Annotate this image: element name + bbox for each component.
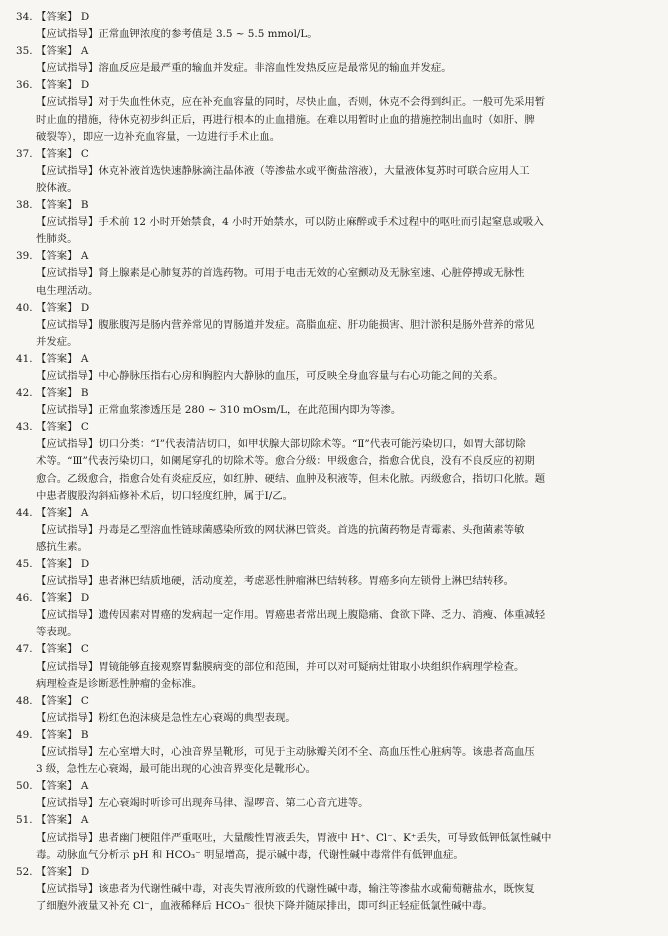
guide-label: 【应试指导】 bbox=[36, 609, 99, 622]
guide-label: 【应试指导】 bbox=[36, 746, 99, 759]
answer-entry bbox=[16, 419, 658, 504]
answer-line bbox=[16, 556, 658, 573]
guide-label: 【应试指导】 bbox=[36, 28, 99, 41]
answer-label: 【答案】 bbox=[36, 643, 78, 656]
answer-entry bbox=[16, 641, 658, 692]
guide-text: 该患者为代谢性碱中毒，对丧失胃液所致的代谢性碱中毒，输注等渗盐水或葡萄糖盐水，既恢复 bbox=[98, 882, 535, 895]
guide-label: 【应试指导】 bbox=[36, 404, 99, 417]
guide-text: 遗传因素对胃癌的发病起一定作用。胃癌患者常出现上腹隐痛、食欲下降、乏力、消瘦、体重减轻 bbox=[98, 609, 546, 622]
question-number: 48. bbox=[16, 694, 33, 707]
guide-text: 腹胀腹泻是肠内营养常见的胃肠道并发症。高脂血症、肝功能损害、胆汁淤积是肠外营养的常见 bbox=[98, 318, 535, 331]
guide-text: 休克补液首选快速静脉滴注晶体液（等渗盐水或平衡盐溶液），大量液体复苏时可联合应用人工 bbox=[98, 164, 530, 177]
guide-text-continued: 了细胞外液量又补充 Cl⁻，血液稀释后 HCO₃⁻ 很快下降并随尿排出，即可纠正轻症低氯性碱中毒。 bbox=[36, 899, 493, 912]
answer-entry bbox=[16, 556, 658, 590]
guide-line bbox=[16, 402, 658, 419]
answer-value: D bbox=[80, 558, 90, 570]
answer-value: D bbox=[80, 79, 90, 92]
answer-label: 【答案】 bbox=[36, 387, 78, 400]
guide-line bbox=[16, 607, 658, 624]
answer-value: C bbox=[80, 421, 89, 434]
question-number: 49. bbox=[16, 728, 33, 741]
answer-entry bbox=[16, 300, 658, 351]
guide-text: 肾上腺素是心肺复苏的首选药物。可用于电击无效的心室颤动及无脉室速、心脏停搏或无脉性 bbox=[98, 267, 525, 280]
answer-label: 【答案】 bbox=[36, 506, 78, 519]
answer-label: 【答案】 bbox=[36, 301, 78, 314]
answer-value: D bbox=[80, 301, 90, 314]
answer-value: C bbox=[80, 147, 89, 160]
answer-value: A bbox=[80, 506, 89, 519]
guide-line bbox=[16, 710, 658, 727]
guide-text: 对于失血性休克，应在补充血容量的同时，尽快止血，否则，休克不会得到纠正。一般可先采用暂 bbox=[98, 96, 546, 109]
guide-label: 【应试指导】 bbox=[36, 523, 99, 536]
answer-label: 【答案】 bbox=[36, 728, 78, 741]
question-number: 45. bbox=[16, 558, 33, 570]
guide-text: 胃镜能够直接观察胃黏膜病变的部位和范围，并可以对可疑病灶钳取小块组织作病理学检查。 bbox=[98, 660, 525, 673]
answer-value: A bbox=[80, 814, 89, 827]
answer-value: A bbox=[80, 45, 89, 58]
answer-line bbox=[16, 590, 658, 607]
answer-entry bbox=[16, 146, 658, 197]
guide-label: 【应试指导】 bbox=[36, 438, 99, 451]
answer-label: 【答案】 bbox=[36, 780, 78, 793]
answer-value: D bbox=[80, 11, 90, 23]
answer-line bbox=[16, 351, 658, 368]
guide-label: 【应试指导】 bbox=[36, 711, 99, 724]
answer-line bbox=[16, 778, 658, 795]
guide-label: 【应试指导】 bbox=[36, 882, 99, 895]
answer-line bbox=[16, 864, 658, 881]
guide-text: 粉红色泡沫痰是急性左心衰竭的典型表现。 bbox=[98, 711, 296, 724]
guide-label: 【应试指导】 bbox=[36, 62, 99, 75]
answer-value: A bbox=[80, 780, 89, 793]
guide-label: 【应试指导】 bbox=[36, 164, 99, 177]
guide-text-continued: 病理检查是诊断恶性肿瘤的金标准。 bbox=[36, 677, 203, 690]
answer-line bbox=[16, 248, 658, 265]
question-number: 36. bbox=[16, 79, 33, 92]
question-number: 38. bbox=[16, 199, 33, 212]
question-number: 35. bbox=[16, 45, 33, 58]
answer-label: 【答案】 bbox=[36, 592, 78, 605]
question-number: 51. bbox=[16, 814, 33, 827]
guide-text: 患者淋巴结质地硬，活动度差，考虑恶性肿瘤淋巴结转移。胃癌多向左锁骨上淋巴结转移。 bbox=[98, 575, 514, 588]
guide-text: 中心静脉压指右心房和胸腔内大静脉的血压，可反映全身血容量与右心功能之间的关系。 bbox=[98, 369, 504, 382]
answer-entry bbox=[16, 351, 658, 385]
answer-value: B bbox=[80, 199, 89, 212]
answer-entry bbox=[16, 693, 658, 727]
answer-value: C bbox=[80, 643, 89, 656]
answer-line bbox=[16, 727, 658, 744]
guide-text-continued: 术等。“Ⅲ”代表污染切口，如阑尾穿孔的切除术等。愈合分级：甲级愈合，指愈合优良，没有不良反应的初期 bbox=[36, 455, 535, 468]
question-number: 50. bbox=[16, 780, 33, 793]
guide-label: 【应试指导】 bbox=[36, 318, 99, 331]
answer-label: 【答案】 bbox=[36, 558, 78, 570]
guide-text: 正常血浆渗透压是 280 ~ 310 mOsm/L，在此范围内即为等渗。 bbox=[98, 404, 402, 417]
question-number: 39. bbox=[16, 250, 33, 263]
answer-line bbox=[16, 9, 658, 26]
answer-value: B bbox=[80, 387, 89, 400]
answer-line bbox=[16, 300, 658, 317]
guide-text-continued: 破裂等），即应一边补充血容量，一边进行手术止血。 bbox=[36, 130, 281, 143]
answer-entry bbox=[16, 77, 658, 145]
answer-value: D bbox=[80, 592, 90, 605]
guide-label: 【应试指导】 bbox=[36, 267, 99, 280]
answer-line bbox=[16, 812, 658, 829]
question-number: 34. bbox=[16, 11, 33, 23]
question-number: 40. bbox=[16, 301, 33, 314]
answer-line bbox=[16, 385, 658, 402]
answer-entry bbox=[16, 9, 658, 43]
answer-value: A bbox=[80, 352, 89, 365]
guide-text: 正常血钾浓度的参考值是 3.5 ~ 5.5 mmol/L。 bbox=[98, 28, 318, 41]
question-number: 44. bbox=[16, 506, 33, 519]
guide-text: 左心室增大时，心浊音界呈靴形，可见于主动脉瓣关闭不全、高血压性心脏病等。该患者高血压 bbox=[98, 746, 535, 759]
guide-text-continued: 时止血的措施，待休克初步纠正后，再进行根本的止血措施。在难以用暂时止血的措施控制出血时（如肝、脾 bbox=[36, 113, 535, 126]
guide-text: 切口分类：“Ⅰ”代表清洁切口，如甲状腺大部切除术等。“Ⅱ”代表可能污染切口，如胃大部切除 bbox=[98, 438, 526, 451]
answer-line bbox=[16, 419, 658, 436]
answer-label: 【答案】 bbox=[36, 421, 78, 434]
guide-label: 【应试指导】 bbox=[36, 797, 99, 810]
answer-line bbox=[16, 146, 658, 163]
guide-line bbox=[16, 881, 658, 898]
guide-line bbox=[16, 795, 658, 812]
guide-text: 左心衰竭时听诊可出现奔马律、湿啰音、第二心音亢进等。 bbox=[98, 797, 369, 810]
guide-line bbox=[16, 573, 658, 590]
guide-text: 手术前 12 小时开始禁食，4 小时开始禁水，可以防止麻醉或手术过程中的呕吐而引起窒息或吸入 bbox=[98, 216, 544, 229]
guide-line bbox=[16, 94, 658, 111]
answer-entry bbox=[16, 248, 658, 299]
answer-label: 【答案】 bbox=[36, 694, 78, 707]
guide-line bbox=[16, 214, 658, 231]
guide-text-continued: 电生理活动。 bbox=[36, 284, 99, 297]
question-number: 52. bbox=[16, 865, 33, 878]
guide-line bbox=[16, 659, 658, 676]
guide-text-continued: 胶体液。 bbox=[36, 181, 78, 194]
answer-value: A bbox=[80, 250, 89, 263]
answer-entry bbox=[16, 197, 658, 248]
guide-line bbox=[16, 60, 658, 77]
guide-text: 溶血反应是最严重的输血并发症。非溶血性发热反应是最常见的输血并发症。 bbox=[98, 62, 452, 75]
answer-label: 【答案】 bbox=[36, 250, 78, 263]
guide-line bbox=[16, 26, 658, 43]
guide-line bbox=[16, 265, 658, 282]
question-number: 41. bbox=[16, 352, 33, 365]
guide-line bbox=[16, 317, 658, 334]
answer-label: 【答案】 bbox=[36, 865, 78, 878]
answer-entry bbox=[16, 812, 658, 863]
question-number: 42. bbox=[16, 387, 33, 400]
guide-line bbox=[16, 744, 658, 761]
answer-label: 【答案】 bbox=[36, 45, 78, 58]
answer-line bbox=[16, 197, 658, 214]
answer-label: 【答案】 bbox=[36, 147, 78, 160]
answer-label: 【答案】 bbox=[36, 79, 78, 92]
guide-label: 【应试指导】 bbox=[36, 831, 99, 844]
answer-entry bbox=[16, 385, 658, 419]
question-number: 47. bbox=[16, 643, 33, 656]
guide-line bbox=[16, 522, 658, 539]
answer-line bbox=[16, 43, 658, 60]
answer-entry bbox=[16, 43, 658, 77]
answer-line bbox=[16, 641, 658, 658]
guide-text-continued: 性肺炎。 bbox=[36, 233, 78, 246]
question-number: 43. bbox=[16, 421, 33, 434]
guide-text-continued: 3 级，急性左心衰竭，最可能出现的心浊音界变化是靴形心。 bbox=[36, 763, 317, 776]
guide-text: 患者幽门梗阻伴严重呕吐，大量酸性胃液丢失，胃液中 H⁺、Cl⁻、K⁺丢失，可导致低钾低氯性碱中 bbox=[98, 831, 552, 844]
answer-entry bbox=[16, 590, 658, 641]
guide-text-continued: 中患者腹股沟斜疝修补术后，切口轻度红肿，属于Ⅰ/乙。 bbox=[36, 489, 293, 502]
guide-text-continued: 并发症。 bbox=[36, 335, 78, 348]
answer-label: 【答案】 bbox=[36, 11, 78, 23]
guide-label: 【应试指导】 bbox=[36, 369, 99, 382]
guide-text-continued: 毒。动脉血气分析示 pH 和 HCO₃⁻ 明显增高，提示碱中毒，代谢性碱中毒常伴有低钾血症。 bbox=[36, 848, 464, 861]
guide-label: 【应试指导】 bbox=[36, 96, 99, 109]
guide-text-continued: 感抗生素。 bbox=[36, 540, 88, 553]
guide-line bbox=[16, 368, 658, 385]
answer-value: C bbox=[80, 694, 89, 707]
answer-entry bbox=[16, 864, 658, 915]
answer-entry bbox=[16, 727, 658, 778]
answer-entry bbox=[16, 778, 658, 812]
answer-label: 【答案】 bbox=[36, 814, 78, 827]
guide-line bbox=[16, 436, 658, 453]
question-number: 46. bbox=[16, 592, 33, 605]
answer-label: 【答案】 bbox=[36, 199, 78, 212]
answer-entry bbox=[16, 505, 658, 556]
guide-text-continued: 愈合。乙级愈合，指愈合处有炎症反应，如红肿、硬结、血肿及积液等，但未化脓。丙级愈合，指切口化脓。题 bbox=[36, 472, 546, 485]
answer-line bbox=[16, 693, 658, 710]
guide-label: 【应试指导】 bbox=[36, 660, 99, 673]
answer-value: D bbox=[80, 865, 90, 878]
question-number: 37. bbox=[16, 147, 33, 160]
guide-label: 【应试指导】 bbox=[36, 575, 99, 588]
guide-label: 【应试指导】 bbox=[36, 216, 99, 229]
guide-text-continued: 等表现。 bbox=[36, 626, 78, 639]
guide-text: 丹毒是乙型溶血性链球菌感染所致的网状淋巴管炎。首选的抗菌药物是青霉素、头孢菌素等敏 bbox=[98, 523, 525, 536]
guide-line bbox=[16, 163, 658, 180]
answer-label: 【答案】 bbox=[36, 352, 78, 365]
answer-value: B bbox=[80, 728, 89, 741]
guide-line bbox=[16, 830, 658, 847]
answer-line bbox=[16, 505, 658, 522]
answer-line bbox=[16, 77, 658, 94]
